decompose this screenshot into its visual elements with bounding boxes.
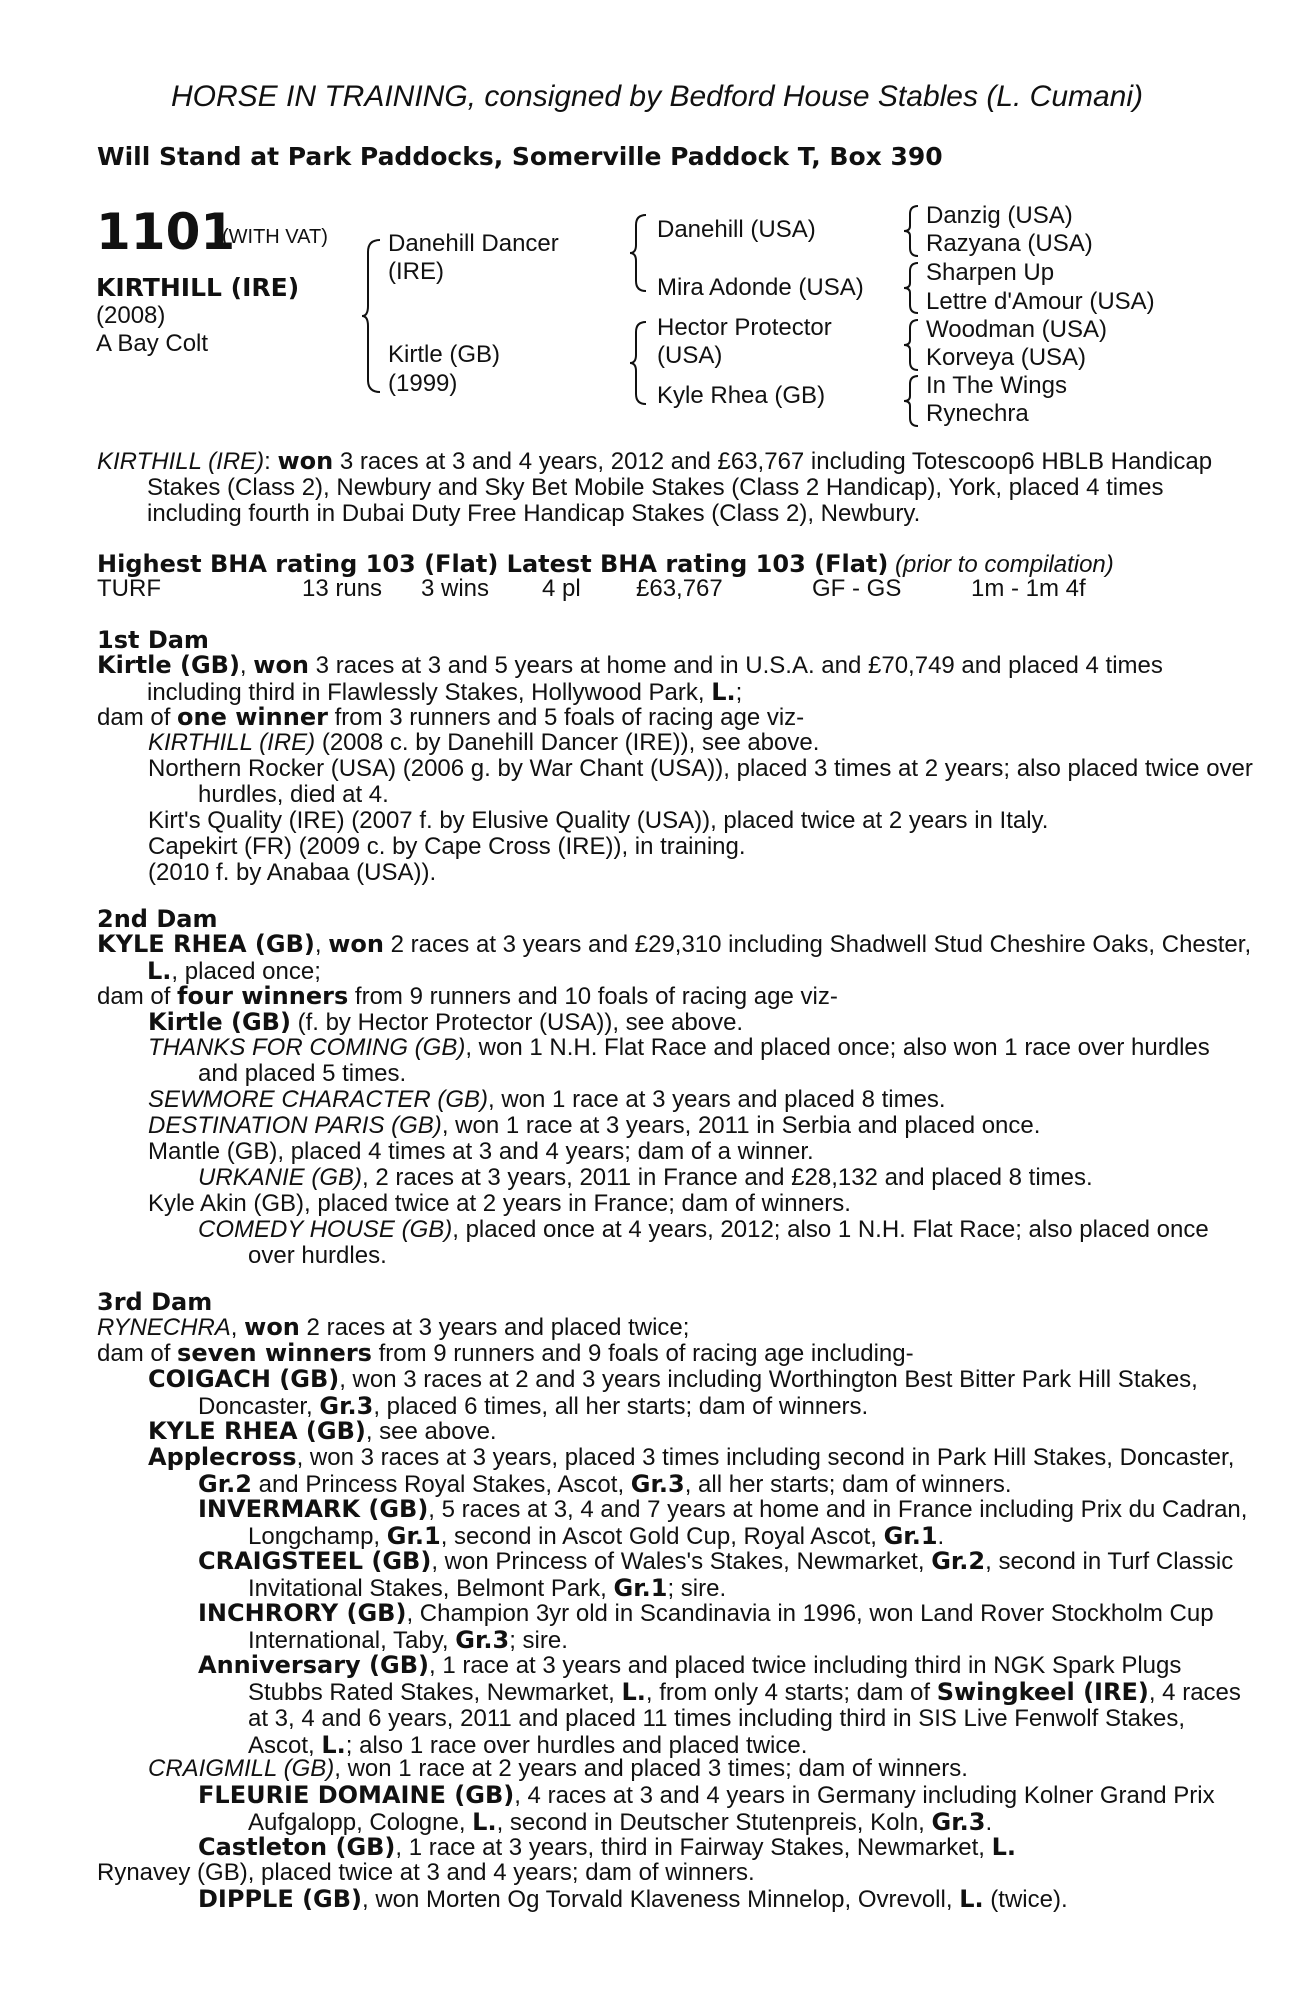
pedigree-brace-dd bbox=[904, 374, 920, 428]
grand-offspring-dipple: DIPPLE (GB), won Morten Og Torvald Klaveness Minnelop, Ovrevoll, L. (twice). bbox=[198, 1885, 1068, 1913]
foaling-year: (2008) bbox=[96, 302, 166, 329]
stats-going: GF - GS bbox=[812, 575, 902, 602]
stats-surface: TURF bbox=[97, 575, 161, 602]
pedigree-brace-ds bbox=[904, 318, 920, 372]
horse-description: A Bay Colt bbox=[96, 330, 209, 357]
stats-wins: 3 wins bbox=[421, 575, 490, 602]
page-header: HORSE IN TRAINING, consigned by Bedford House Stables (L. Cumani) bbox=[170, 80, 1144, 113]
sire-sire: Danehill (USA) bbox=[657, 216, 816, 243]
vat-note: (WITH VAT) bbox=[222, 226, 328, 248]
stats-distance: 1m - 1m 4f bbox=[971, 575, 1086, 602]
first-dam-offspring-1: KIRTHILL (IRE) (2008 c. by Danehill Dancer (IRE)), see above. bbox=[148, 729, 820, 756]
stand-location: Will Stand at Park Paddocks, Somerville Paddock T, Box 390 bbox=[97, 142, 943, 171]
third-dam-offspring-kyle-rhea: KYLE RHEA (GB), see above. bbox=[148, 1417, 497, 1445]
second-dam-offspring-6: Kyle Akin (GB), placed twice at 2 years in France; dam of winners. bbox=[148, 1190, 851, 1217]
performance-summary: KIRTHILL (IRE): won 3 races at 3 and 4 years, 2012 and £63,767 including Totescoop6 HBLB Handicap Stakes (Class 2), Newbury and Sky Bet Mobile Stakes (Class 2 Handicap), York, placed 4 times including fourth in Dubai Duty Free Handicap Stakes (Class 2), Newbury. bbox=[97, 447, 1213, 527]
third-dam-offspring-applecross: Applecross, won 3 races at 3 years, placed 3 times including second in Park Hill Stakes, Doncaster, Gr.2 and Princess Royal Stakes, Ascot, Gr.3, all her starts; dam of winners. bbox=[148, 1443, 1235, 1498]
grand-offspring-invermark: INVERMARK (GB), 5 races at 3, 4 and 7 years at home and in France including Prix du Cadran, Longchamp, Gr.1, second in Ascot Gold Cup, Royal Ascot, Gr.1. bbox=[198, 1495, 1248, 1550]
second-dam-grand-offspring-1: URKANIE (GB), 2 races at 3 years, 2011 in France and £28,132 and placed 8 times. bbox=[198, 1164, 1093, 1191]
lot-number: 1101 bbox=[96, 203, 236, 261]
ped-sss: Danzig (USA) bbox=[926, 202, 1073, 229]
grand-offspring-castleton: Castleton (GB), 1 race at 3 years, third in Fairway Stakes, Newmarket, L. bbox=[198, 1833, 1017, 1861]
grand-offspring-craigsteel: CRAIGSTEEL (GB), won Princess of Wales's Stakes, Newmarket, Gr.2, second in Turf Classic Invitational Stakes, Belmont Park, Gr.1; sire. bbox=[198, 1547, 1234, 1602]
second-dam-offspring-4: DESTINATION PARIS (GB), won 1 race at 3 years, 2011 in Serbia and placed once. bbox=[148, 1112, 1041, 1139]
pedigree-brace-main bbox=[362, 238, 384, 394]
third-dam-produce: dam of seven winners from 9 runners and 9 foals of racing age including- bbox=[97, 1339, 914, 1367]
sire-origin: (IRE) bbox=[388, 258, 444, 285]
grand-offspring-fleurie-domaine: FLEURIE DOMAINE (GB), 4 races at 3 and 4 years in Germany including Kolner Grand Prix Aufgalopp, Cologne, L., second in Deutscher Stutenpreis, Koln, Gr.3. bbox=[198, 1781, 1215, 1836]
pedigree-brace-ss bbox=[904, 204, 920, 258]
first-dam-heading: 1st Dam bbox=[97, 626, 209, 654]
ped-ddd: Rynechra bbox=[926, 400, 1029, 427]
stats-runs: 13 runs bbox=[302, 575, 383, 602]
second-dam-offspring-1: Kirtle (GB) (f. by Hector Protector (USA)), see above. bbox=[148, 1008, 744, 1036]
grand-offspring-inchrory: INCHRORY (GB), Champion 3yr old in Scandinavia in 1996, won Land Rover Stockholm Cup International, Taby, Gr.3; sire. bbox=[198, 1599, 1214, 1654]
first-dam-offspring-2: Northern Rocker (USA) (2006 g. by War Chant (USA)), placed 3 times at 2 years; also placed twice over hurdles, died at 4. bbox=[148, 755, 1253, 808]
second-dam-heading: 2nd Dam bbox=[97, 905, 218, 933]
ped-dds: In The Wings bbox=[926, 372, 1067, 399]
dam-dam: Kyle Rhea (GB) bbox=[657, 382, 826, 409]
ped-ssd: Razyana (USA) bbox=[926, 230, 1093, 257]
dam-sire: Hector Protector bbox=[657, 314, 832, 341]
sire-name: Danehill Dancer bbox=[388, 230, 559, 257]
third-dam-offspring-craigmill: CRAIGMILL (GB), won 1 race at 2 years and placed 3 times; dam of winners. bbox=[148, 1755, 968, 1782]
first-dam-produce: dam of one winner from 3 runners and 5 foals of racing age viz- bbox=[97, 703, 805, 731]
first-dam-offspring-4: Capekirt (FR) (2009 c. by Cape Cross (IRE)), in training. bbox=[148, 833, 746, 860]
dam-sire-origin: (USA) bbox=[657, 342, 723, 369]
ped-sds: Sharpen Up bbox=[926, 259, 1055, 286]
first-dam-record: Kirtle (GB), won 3 races at 3 and 5 years at home and in U.S.A. and £70,749 and placed 4 times including third in Flawlessly Stakes, Hollywood Park, L.; bbox=[97, 651, 1163, 706]
pedigree-brace-sire bbox=[630, 213, 650, 293]
dam-year: (1999) bbox=[388, 370, 458, 397]
second-dam-grand-offspring-2: COMEDY HOUSE (GB), placed once at 4 years, 2012; also 1 N.H. Flat Race; also placed once over hurdles. bbox=[198, 1216, 1209, 1269]
dam-name: Kirtle (GB) bbox=[388, 341, 501, 368]
bha-rating: Highest BHA rating 103 (Flat) Latest BHA rating 103 (Flat) (prior to compilation) bbox=[97, 550, 1114, 578]
third-dam-record: RYNECHRA, won 2 races at 3 years and placed twice; bbox=[97, 1313, 690, 1341]
ped-dss: Woodman (USA) bbox=[926, 316, 1107, 343]
third-dam-offspring-rynavey: Rynavey (GB), placed twice at 3 and 4 years; dam of winners. bbox=[97, 1859, 755, 1886]
second-dam-record: KYLE RHEA (GB), won 2 races at 3 years and £29,310 including Shadwell Stud Cheshire Oaks, Chester, L., placed once; bbox=[97, 930, 1252, 985]
sire-dam: Mira Adonde (USA) bbox=[657, 274, 864, 301]
first-dam-offspring-3: Kirt's Quality (IRE) (2007 f. by Elusive Quality (USA)), placed twice at 2 years in Italy. bbox=[148, 807, 1049, 834]
ped-dsd: Korveya (USA) bbox=[926, 344, 1087, 371]
stats-placed: 4 pl bbox=[542, 575, 581, 602]
third-dam-offspring-coigach: COIGACH (GB), won 3 races at 2 and 3 years including Worthington Best Bitter Park Hill Stakes, Doncaster, Gr.3, placed 6 times, all her starts; dam of winners. bbox=[148, 1365, 1198, 1420]
second-dam-offspring-2: THANKS FOR COMING (GB), won 1 N.H. Flat Race and placed once; also won 1 race over hurdles and placed 5 times. bbox=[148, 1034, 1210, 1087]
second-dam-offspring-5: Mantle (GB), placed 4 times at 3 and 4 years; dam of a winner. bbox=[148, 1138, 814, 1165]
ped-sdd: Lettre d'Amour (USA) bbox=[926, 288, 1155, 315]
grand-offspring-anniversary: Anniversary (GB), 1 race at 3 years and placed twice including third in NGK Spark Plugs Stubbs Rated Stakes, Newmarket, L., from only 4 starts; dam of Swingkeel (IRE), 4 races at 3, 4 and 6 years, 2011 and placed 11 times including third in SIS Live Fenwolf Stakes, Ascot, L.; also 1 race over hurdles and placed twice. bbox=[198, 1651, 1241, 1759]
pedigree-brace-dam bbox=[630, 320, 650, 406]
third-dam-heading: 3rd Dam bbox=[97, 1288, 213, 1316]
horse-name: KIRTHILL (IRE) bbox=[96, 273, 300, 302]
first-dam-offspring-5: (2010 f. by Anabaa (USA)). bbox=[148, 859, 437, 886]
second-dam-produce: dam of four winners from 9 runners and 10 foals of racing age viz- bbox=[97, 982, 838, 1010]
second-dam-offspring-3: SEWMORE CHARACTER (GB), won 1 race at 3 years and placed 8 times. bbox=[148, 1086, 946, 1113]
pedigree-brace-sd bbox=[904, 261, 920, 315]
stats-earnings: £63,767 bbox=[636, 575, 723, 602]
